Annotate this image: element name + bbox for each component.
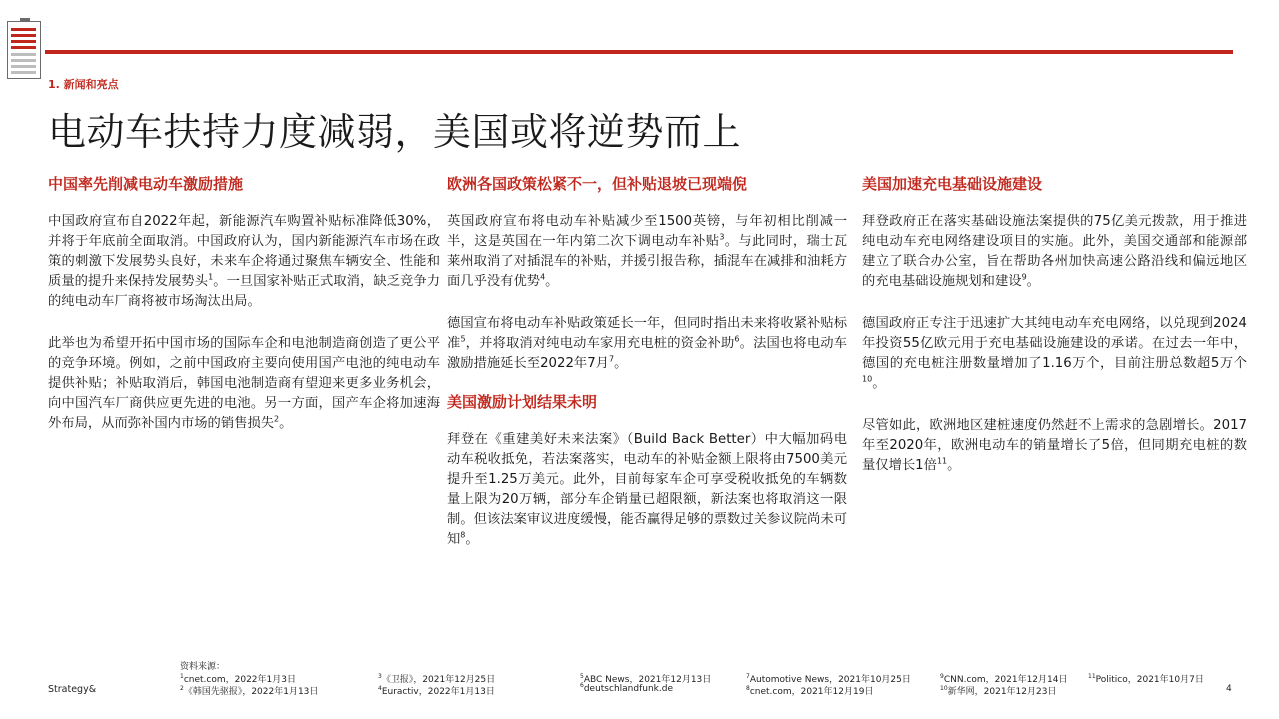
footnote: $^5$ABC News，2021年12月13日 [580, 673, 712, 685]
paragraph: 英国政府宣布将电动车补贴减少至1500英镑，与年初相比削减一半，这是英国在一年内第二次下调电动车补贴$^3$。与此同时，瑞士瓦莱州取消了对插混车的补贴，并援引报告称，插混车在减排和油耗方面几乎没有优势$^4$。 [447, 214, 848, 289]
section-label: 1. 新闻和亮点 [48, 78, 119, 91]
paragraph: 德国政府正专注于迅速扩大其纯电动车充电网络，以兑现到2024年投资55亿欧元用于充电基础设施建设的承诺。在过去一年中，德国的充电桩注册数量增加了1.16万个，目前注册总数超5万个$^{10}$。 [862, 316, 1247, 391]
header-rule [45, 50, 1233, 54]
sources-label: 资料来源： [180, 662, 226, 672]
footnote: $^9$CNN.com，2021年12月14日 [940, 673, 1068, 685]
paragraph: 尽管如此，欧洲地区建桩速度仍然赶不上需求的急剧增长。2017年至2020年，欧洲电动车的销量增长了5倍，但同期充电桩的数量仅增长1倍$^{11}$。 [862, 418, 1247, 473]
paragraph: 德国宣布将电动车补贴政策延长一年，但同时指出未来将收紧补贴标准$^5$，并将取消对纯电动车家用充电桩的资金补助$^6$。法国也将电动车激励措施延长至2022年7月$^7$。 [447, 316, 848, 371]
footnote: $^8$cnet.com，2021年12月19日 [746, 685, 874, 697]
footnote: $^{11}$Politico，2021年10月7日 [1088, 673, 1204, 685]
battery-logo-icon [7, 21, 41, 79]
column-heading: 美国加速充电基础设施建设 [862, 175, 1043, 193]
footnote: $^6$deutschlandfunk.de [580, 682, 673, 694]
column-china [48, 172, 440, 456]
footnote: $^7$Automotive News，2021年10月25日 [746, 673, 911, 685]
page-title: 电动车扶持力度减弱，美国或将逆势而上 [48, 110, 742, 154]
footnote: $^1$cnet.com，2022年1月3日 [180, 673, 296, 685]
page-number: 4 [1226, 684, 1232, 694]
paragraph: 此举也为希望开拓中国市场的国际车企和电池制造商创造了更公平的竞争环境。例如，之前中国政府主要向使用国产电池的纯电动车提供补贴；补贴取消后，韩国电池制造商有望迎来更多业务机会，向中国汽车厂商供应更先进的电池。另一方面，国产车企将加速海外布局，从而弥补国内市场的销售损失$^2$。 [48, 336, 440, 431]
footnote: $^{10}$新华网，2021年12月23日 [940, 685, 1057, 697]
paragraph: 中国政府宣布自2022年起，新能源汽车购置补贴标准降低30%，并将于年底前全面取消。中国政府认为，国内新能源汽车市场在政策的刺激下发展势头良好，未来车企将通过聚焦车辆安全、性能和质量的提升来保持发展势头$^1$。一旦国家补贴正式取消，缺乏竞争力的纯电动车厂商将被市场淘汰出局。 [48, 214, 441, 309]
paragraph: 拜登在《重建美好未来法案》（Build Back Better）中大幅加码电动车税收抵免，若法案落实，电动车的补贴金额上限将由7500美元提升至1.25万美元。此外，目前每家车企可享受税收抵免的车辆数量上限为20万辆，部分车企销量已超限额，新法案也将取消这一限制。但该法案审议进度缓慢，能否赢得足够的票数过关参议院尚未可知$^8$。 [447, 432, 847, 547]
footnote: $^3$《卫报》，2021年12月25日 [378, 673, 496, 685]
footnote: $^4$Euractiv，2022年1月13日 [378, 685, 495, 697]
column-heading: 欧洲各国政策松紧不一，但补贴退坡已现端倪 [447, 175, 748, 193]
column-heading: 中国率先削减电动车激励措施 [48, 175, 244, 193]
column-us-charging [862, 172, 1247, 498]
footnote: $^2$《韩国先驱报》，2022年1月13日 [180, 685, 319, 697]
paragraph: 拜登政府正在落实基础设施法案提供的75亿美元拨款，用于推进纯电动车充电网络建设项目的实施。此外，美国交通部和能源部建立了联合办公室，旨在帮助各州加快高速公路沿线和偏远地区的充电基础设施规划和建设$^9$。 [862, 214, 1247, 289]
column-europe [447, 172, 847, 572]
brand-name: Strategy& [48, 684, 97, 695]
column-subheading: 美国激励计划结果未明 [447, 393, 598, 411]
